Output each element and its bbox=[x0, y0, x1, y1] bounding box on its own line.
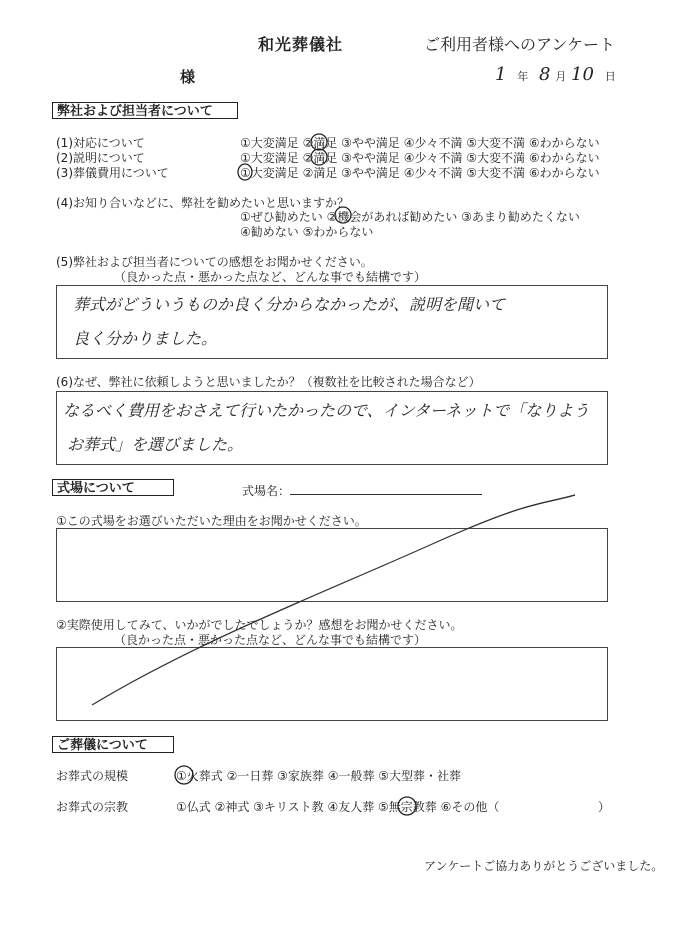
q6-answer-box[interactable] bbox=[56, 391, 608, 465]
q5-answer-line2: 良く分かりました。 bbox=[73, 329, 218, 348]
q4-options-line2: ④勧めない ⑤わからない bbox=[240, 225, 374, 239]
venue-q1-box[interactable] bbox=[56, 528, 608, 602]
q2-selected-circle bbox=[311, 149, 327, 165]
footer-thanks: アンケートご協力ありがとうございました。 bbox=[424, 859, 664, 873]
q5-answer-box[interactable] bbox=[56, 285, 608, 359]
q2-scale: ①大変満足 ②満足 ③やや満足 ④少々不満 ⑤大変不満 ⑥わからない bbox=[240, 151, 600, 165]
q5-note: （良かった点・悪かった点など、どんな事でも結構です） bbox=[114, 270, 427, 284]
funeral-religion-close: ） bbox=[598, 800, 611, 814]
customer-suffix: 様 bbox=[180, 68, 196, 86]
q6-label: (6)なぜ、弊社に依頼しようと思いましたか？（複数社を比較された場合など） bbox=[56, 375, 481, 389]
venue-q2-box[interactable] bbox=[56, 647, 608, 721]
date-day-unit: 日 bbox=[604, 70, 616, 83]
date-year-unit: 年 bbox=[517, 70, 529, 83]
company-name: 和光葬儀社 bbox=[258, 35, 344, 54]
q2-label: (2)説明について bbox=[56, 151, 145, 165]
venue-q2-label: ②実際使用してみて、いかがでしたでしょうか？感想をお聞かせください。 bbox=[56, 618, 463, 632]
q6-answer-line2: お葬式」を選びました。 bbox=[67, 435, 244, 454]
section-funeral-heading: ご葬儀について bbox=[52, 736, 174, 753]
survey-title: ご利用者様へのアンケート bbox=[424, 35, 616, 54]
funeral-religion-label: お葬式の宗教 bbox=[56, 800, 129, 814]
date-month-unit: 月 bbox=[555, 70, 567, 83]
q3-selected-circle bbox=[238, 164, 252, 180]
q1-selected-circle bbox=[311, 134, 327, 150]
q4-label: (4)お知り合いなどに、弊社を勧めたいと思いますか？ bbox=[56, 196, 350, 210]
section-company-heading: 弊社および担当者について bbox=[52, 102, 238, 119]
q5-label: (5)弊社および担当者についての感想をお聞かせください。 bbox=[56, 255, 373, 269]
venue-label: 式場名： bbox=[242, 484, 291, 498]
q5-answer-line1: 葬式がどういうものか良く分からなかったが、説明を聞いて bbox=[73, 295, 506, 314]
venue-q1-label: ①この式場をお選びいただいた理由をお聞かせください。 bbox=[56, 514, 367, 528]
q1-label: (1)対応について bbox=[56, 136, 145, 150]
section-venue-heading: 式場について bbox=[52, 479, 174, 496]
date-year: 1 bbox=[495, 64, 507, 85]
q3-scale: ①大変満足 ②満足 ③やや満足 ④少々不満 ⑤大変不満 ⑥わからない bbox=[240, 166, 600, 180]
funeral-scale-options: ①火葬式 ②一日葬 ③家族葬 ④一般葬 ⑤大型葬・社葬 bbox=[176, 769, 462, 783]
q6-answer-line1: なるべく費用をおさえて行いたかったので、インターネットで「なりよう bbox=[63, 401, 590, 420]
funeral-religion-options: ①仏式 ②神式 ③キリスト教 ④友人葬 ⑤無宗教葬 ⑥その他（ bbox=[176, 800, 500, 814]
funeral-scale-label: お葬式の規模 bbox=[56, 769, 129, 783]
date-day: 10 bbox=[571, 64, 594, 85]
venue-name-field[interactable] bbox=[290, 494, 482, 495]
venue-q2-note: （良かった点・悪かった点など、どんな事でも結構です） bbox=[114, 633, 427, 647]
q1-scale: ①大変満足 ②満足 ③やや満足 ④少々不満 ⑤大変不満 ⑥わからない bbox=[240, 136, 600, 150]
q4-options-line1: ①ぜひ勧めたい ②機会があれば勧めたい ③あまり勧めたくない bbox=[240, 210, 580, 224]
date-month: 8 bbox=[539, 64, 551, 85]
q3-label: (3)葬儀費用について bbox=[56, 166, 169, 180]
